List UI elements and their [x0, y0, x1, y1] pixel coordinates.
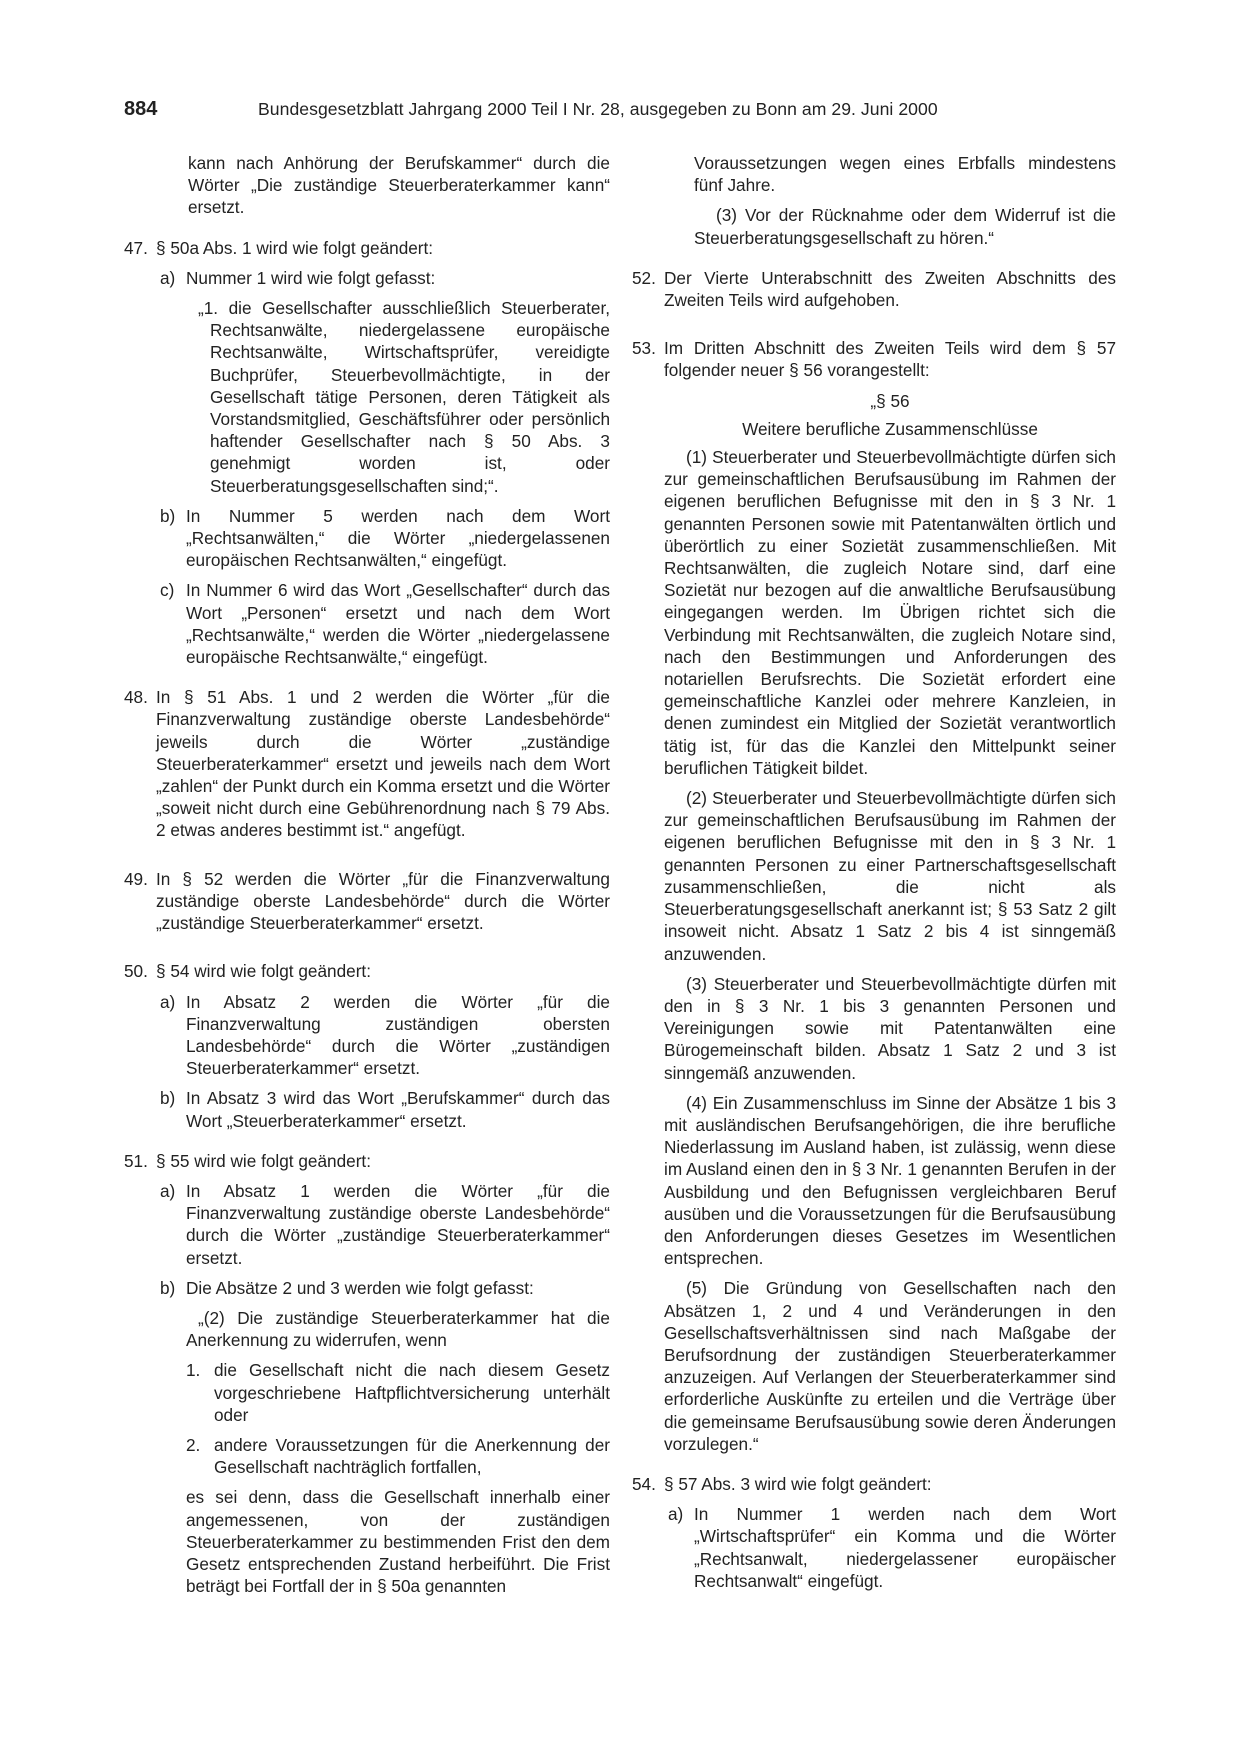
paragraph-3: (3) Steuerberater und Steuerbevollmächtigte dürfen mit den in § 3 Nr. 1 bis 3 genannten Personen und Vereinigungen sowie mit Patentanwälten eine Bürogemeinschaft bilden. Absatz 1 Satz 2 und 3 ist sinngemäß anzuwenden.: [664, 973, 1116, 1083]
quoted-paragraph: (3) Vor der Rücknahme oder dem Widerruf ist die Steuerberatungsgesellschaft zu hören.“: [694, 205, 1116, 248]
item-51-a: [124, 1180, 610, 1269]
page-number: 884: [124, 98, 158, 120]
item-50: [124, 960, 610, 982]
gazette-title: Bundesgesetzblatt Jahrgang 2000 Teil I Nr. 28, ausgegeben zu Bonn am 29. Juni 2000: [258, 99, 938, 119]
item-54-a: [632, 1503, 1116, 1592]
enum-label: 1.: [186, 1360, 201, 1381]
enum-label: 2.: [186, 1434, 201, 1455]
sub-text: In Nummer 1 werden nach dem Wort „Wirtschaftsprüfer“ ein Komma und die Wörter „Rechtsanwalt, niedergelassener europäischer Rechtsanwalt“ eingefügt.: [694, 1504, 1116, 1591]
quoted-amendment: „1. die Gesellschafter ausschließlich Steuerberater, Rechtsanwälte, niedergelassene europäische Rechtsanwälte, Wirtschaftsprüfer, vereidigte Buchprüfer, Steuerbevollmächtigte, in der Gesellschaft tätige Personen, deren Tätigkeit als Vorstandsmitglied, Geschäftsführer oder persönlich haftender Gesellschafter nach § 50 Abs. 3 genehmigt worden ist, oder Steuerberatungsgesellschaften sind;“.: [198, 298, 610, 496]
item-text: § 54 wird wie folgt geändert:: [156, 961, 371, 982]
sub-label: a): [668, 1504, 684, 1525]
sub-label: b): [160, 1088, 176, 1109]
item-50-a: [124, 991, 610, 1080]
sub-text: In Absatz 1 werden die Wörter „für die Finanzverwaltung zuständige oberste Landesbehörde“ durch die Wörter „zuständige Steuerberaterkammer“ ersetzt.: [186, 1180, 610, 1268]
page-header: [124, 98, 1116, 124]
item-52: [632, 267, 1116, 311]
sub-text: In Nummer 6 wird das Wort „Gesellschafter“ durch das Wort „Personen“ ersetzt und nach dem Wort „Rechtsanwälte,“ werden die Wörter „niedergelassene europäische Rechtsanwälte,“ eingefügt.: [186, 580, 610, 668]
sub-label: a): [160, 267, 176, 288]
section-number: „§ 56: [870, 390, 910, 411]
continuation-text: es sei denn, dass die Gesellschaft innerhalb einer angemessenen, von der zuständigen Steuerberaterkammer zu bestimmenden Frist den dem Gesetz entsprechenden Zustand herbeiführt. Die Frist beträgt bei Fortfall der in § 50a genannten: [186, 1487, 610, 1597]
enum-text: andere Voraussetzungen für die Anerkennung der Gesellschaft nachträglich fortfallen,: [214, 1434, 610, 1478]
item-text: In § 51 Abs. 1 und 2 werden die Wörter „für die Finanzverwaltung zuständige oberste Landesbehörde“ jeweils durch die Wörter „zuständige Steuerberaterkammer“ ersetzt und jeweils nach dem Wort „zahlen“ der Punkt durch ein Komma ersetzt und die Wörter „soweit nicht durch eine Gebührenordnung nach § 79 Abs. 2 etwas anderes bestimmt ist.“ angefügt.: [156, 687, 610, 841]
item-number: 51.: [124, 1150, 148, 1171]
item-number: 53.: [632, 338, 656, 359]
continuation-text: Voraussetzungen wegen eines Erbfalls mindestens fünf Jahre.: [694, 153, 1116, 196]
section-heading: Weitere berufliche Zusammenschlüsse: [742, 418, 1038, 439]
sub-label: a): [160, 1180, 176, 1201]
sub-label: b): [160, 1277, 176, 1298]
item-53: [632, 337, 1116, 381]
paragraph-5: (5) Die Gründung von Gesellschaften nach den Absätzen 1, 2 und 4 und Veränderungen in den Gesellschaftsverhältnissen sind nach Maßgabe der Berufsordnung der zuständigen Steuerberaterkammer anzuzeigen. Auf Verlangen der Steuerberaterkammer sind erforderliche Auskünfte zu erteilen und die Verträge über die gemeinsame Berufsausübung sowie deren Änderungen vorzulegen.“: [664, 1278, 1116, 1454]
enum-item-1: [124, 1359, 610, 1426]
item-47-b: [124, 505, 610, 572]
item-number: 48.: [124, 687, 148, 708]
item-text: § 57 Abs. 3 wird wie folgt geändert:: [664, 1473, 932, 1494]
quoted-paragraph: „(2) Die zuständige Steuerberaterkammer hat die Anerkennung zu widerrufen, wenn: [186, 1307, 610, 1351]
paragraph-4: (4) Ein Zusammenschluss im Sinne der Absätze 1 bis 3 mit ausländischen Berufsangehörigen, die ihre berufliche Niederlassung im Ausland haben, ist zulässig, wenn diese im Ausland einen den in § 3 Nr. 1 genannten Berufen in der Ausbildung und den Befugnissen vergleichbaren Beruf ausüben und die Voraussetzungen für die Berufsausübung den Anforderungen dieses Gesetzes im Wesentlichen entsprechen.: [664, 1092, 1116, 1269]
item-number: 54.: [632, 1473, 656, 1494]
item-47: [124, 237, 610, 259]
item-number: 49.: [124, 868, 148, 889]
item-50-b: [124, 1087, 610, 1131]
sub-label: a): [160, 991, 176, 1012]
sub-text: Die Absätze 2 und 3 werden wie folgt gefasst:: [186, 1277, 534, 1298]
sub-text: In Absatz 2 werden die Wörter „für die Finanzverwaltung zuständigen obersten Landesbehörde“ durch die Wörter „zuständigen Steuerberaterkammer“ ersetzt.: [186, 991, 610, 1079]
right-column: [632, 152, 1116, 1592]
sub-label: c): [160, 580, 175, 601]
enum-text: die Gesellschaft nicht die nach diesem Gesetz vorgeschriebene Haftpflichtversicherung unterhält oder: [214, 1360, 610, 1425]
item-number: 50.: [124, 961, 148, 982]
item-text: Der Vierte Unterabschnitt des Zweiten Abschnitts des Zweiten Teils wird aufgehoben.: [664, 267, 1116, 311]
item-47-c: [124, 579, 610, 668]
item-text: § 50a Abs. 1 wird wie folgt geändert:: [156, 237, 434, 258]
item-number: 47.: [124, 237, 148, 258]
sub-text: In Nummer 5 werden nach dem Wort „Rechtsanwälten,“ die Wörter „niedergelassenen europäischen Rechtsanwälten,“ eingefügt.: [186, 505, 610, 571]
item-49: [124, 868, 610, 935]
left-column: [124, 152, 610, 1597]
sub-label: b): [160, 505, 176, 526]
item-number: 52.: [632, 267, 656, 288]
item-54: [632, 1473, 1116, 1495]
item-48: [124, 686, 610, 841]
item-47-a: [124, 267, 610, 289]
item-51: [124, 1150, 610, 1172]
sub-text: Nummer 1 wird wie folgt gefasst:: [186, 267, 436, 288]
sub-text: In Absatz 3 wird das Wort „Berufskammer“ durch das Wort „Steuerberaterkammer“ ersetzt.: [186, 1088, 610, 1131]
paragraph-1: (1) Steuerberater und Steuerbevollmächtigte dürfen sich zur gemeinschaftlichen Berufsausübung im Rahmen der eigenen beruflichen Befugnisse mit den in § 3 Nr. 1 genannten Personen sowie mit Patentanwälten örtlich und überörtlich zu einer Sozietät zusammenschließen. Mit Rechtsanwälten, die zugleich Notare sind, darf eine Sozietät nur bezogen auf die anwaltliche Berufsausübung eingegangen werden. Im Übrigen richtet sich die Verbindung mit Rechtsanwälten, die zugleich Notare sind, nach den Bestimmungen und Anforderungen des notariellen Berufsrechts. Die Sozietät erfordert eine gemeinschaftliche Kanzlei oder mehrere Kanzleien, in denen zumindest ein Mitglied der Sozietät verantwortlich tätig ist, für das die Kanzlei den Mittelpunkt seiner beruflichen Tätigkeit bildet.: [664, 447, 1116, 778]
enum-item-2: [124, 1434, 610, 1478]
item-51-b: [124, 1277, 610, 1299]
paragraph-2: (2) Steuerberater und Steuerbevollmächtigte dürfen sich zur gemeinschaftlichen Berufsausübung im Rahmen der eigenen beruflichen Befugnisse mit den in § 3 Nr. 1 genannten Personen zu einer Partnerschaftsgesellschaft zusammenschließen, die nicht als Steuerberatungsgesellschaft anerkannt ist; § 53 Satz 2 gilt insoweit nicht. Absatz 1 Satz 2 bis 4 ist sinngemäß anzuwenden.: [664, 788, 1116, 964]
continuation-text: kann nach Anhörung der Berufskammer“ durch die Wörter „Die zuständige Steuerberaterkammer kann“ ersetzt.: [188, 153, 610, 218]
item-text: In § 52 werden die Wörter „für die Finanzverwaltung zuständige oberste Landesbehörde“ durch die Wörter „zuständige Steuerberaterkammer“ ersetzt.: [156, 868, 610, 934]
item-text: Im Dritten Abschnitt des Zweiten Teils wird dem § 57 folgender neuer § 56 vorangestellt:: [664, 338, 1116, 381]
item-text: § 55 wird wie folgt geändert:: [156, 1150, 371, 1171]
